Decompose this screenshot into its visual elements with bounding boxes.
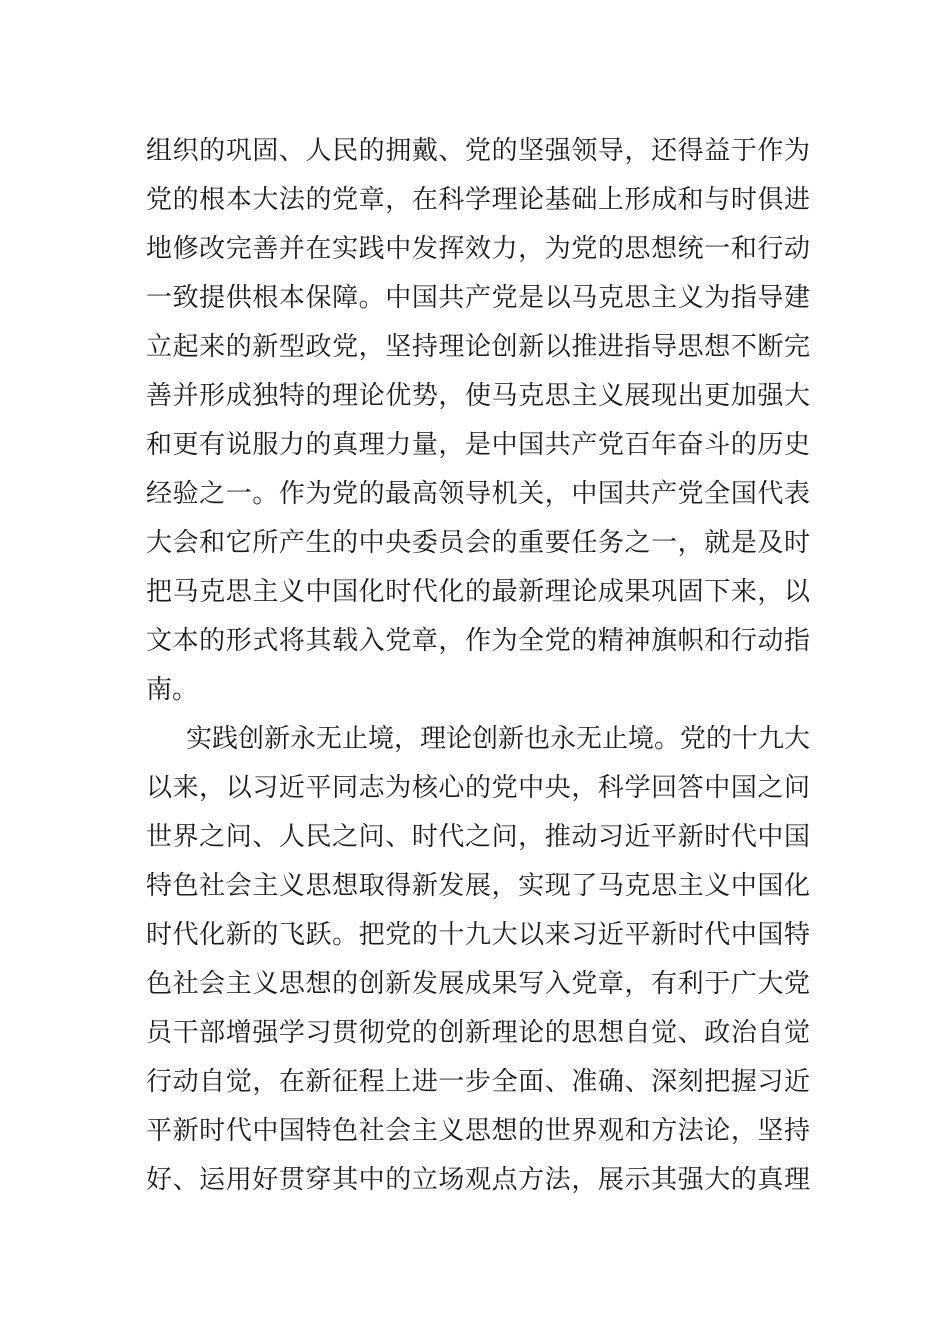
text-line: 员干部增强学习贯彻党的创新理论的思想自觉、政治自觉: [146, 1018, 810, 1048]
text-line: 立起来的新型政党，坚持理论创新以推进指导思想不断完: [146, 332, 810, 362]
text-line: 党的根本大法的党章，在科学理论基础上形成和与时俱进: [146, 185, 810, 215]
text-line: 经验之一。作为党的最高领导机关，中国共产党全国代表: [146, 479, 810, 509]
paragraph-1: [146, 127, 810, 715]
text-line: 行动自觉，在新征程上进一步全面、准确、深刻把握习近: [146, 1067, 810, 1097]
document-body: [146, 127, 810, 1205]
text-line: 一致提供根本保障。中国共产党是以马克思主义为指导建: [146, 283, 810, 313]
text-line: 实践创新永无止境，理论创新也永无止境。党的十九大: [186, 724, 811, 754]
text-line: 组织的巩固、人民的拥戴、党的坚强领导，还得益于作为: [146, 136, 810, 166]
text-line: 和更有说服力的真理力量，是中国共产党百年奋斗的历史: [146, 430, 810, 460]
text-line: 把马克思主义中国化时代化的最新理论成果巩固下来，以: [146, 577, 810, 607]
text-line: 时代化新的飞跃。把党的十九大以来习近平新时代中国特: [146, 920, 810, 950]
text-line: 世界之问、人民之问、时代之问，推动习近平新时代中国: [146, 822, 810, 852]
text-line: 大会和它所产生的中央委员会的重要任务之一，就是及时: [146, 528, 810, 558]
text-line: 南。: [146, 675, 199, 705]
text-line: 色社会主义思想的创新发展成果写入党章，有利于广大党: [146, 969, 810, 999]
text-line: 好、运用好贯穿其中的立场观点方法，展示其强大的真理: [146, 1165, 810, 1195]
text-line: 善并形成独特的理论优势，使马克思主义展现出更加强大: [146, 381, 810, 411]
text-line: 特色社会主义思想取得新发展，实现了马克思主义中国化: [146, 871, 810, 901]
paragraph-2: [146, 715, 810, 1205]
text-line: 地修改完善并在实践中发挥效力，为党的思想统一和行动: [146, 234, 810, 264]
text-line: 文本的形式将其载入党章，作为全党的精神旗帜和行动指: [146, 626, 810, 656]
text-line: 平新时代中国特色社会主义思想的世界观和方法论，坚持: [146, 1116, 810, 1146]
text-line: 以来，以习近平同志为核心的党中央，科学回答中国之问: [146, 773, 810, 803]
